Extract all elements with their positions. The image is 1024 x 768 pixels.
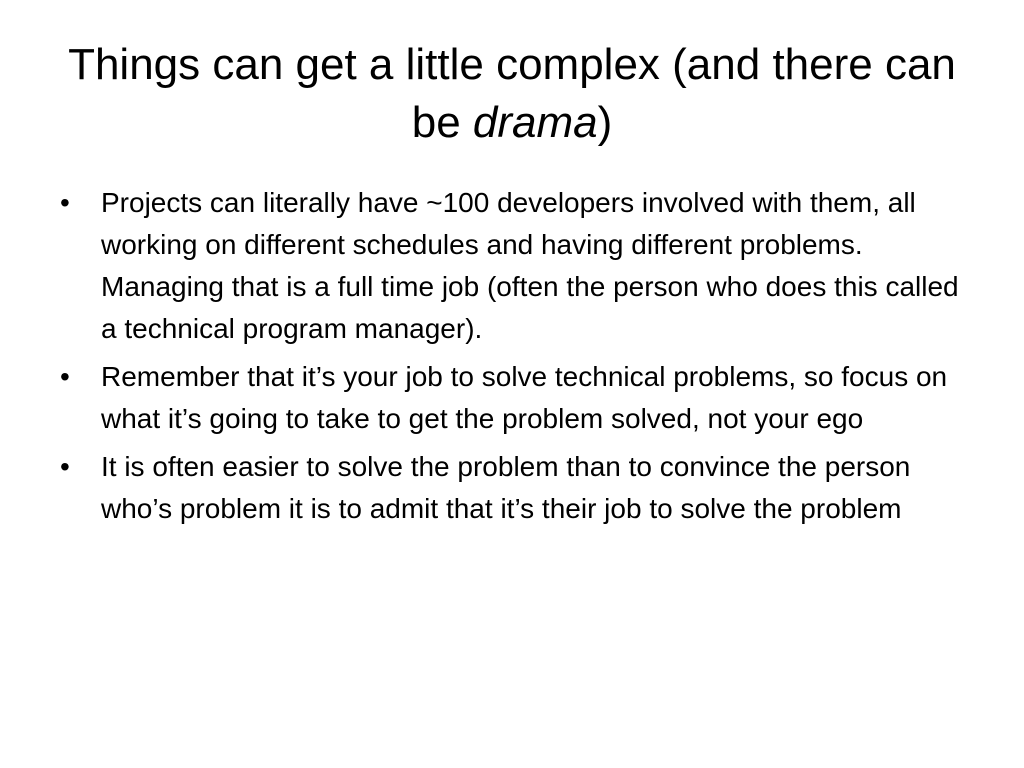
bullet-item — [60, 446, 970, 530]
bullet-item — [60, 356, 970, 440]
slide-title — [60, 36, 964, 152]
bullet-text: Remember that it’s your job to solve technical problems, so focus on what it’s going to take to get the problem solved, not your ego — [101, 361, 948, 434]
slide-title-emphasis: drama — [472, 98, 598, 147]
slide-title-text: Things can get a little complex (and there can be — [68, 40, 956, 147]
bullet-item — [60, 182, 970, 350]
bullet-marker: • — [60, 187, 70, 218]
bullet-marker: • — [60, 361, 70, 392]
bullet-list — [60, 182, 970, 536]
slide-title-close: ) — [597, 98, 613, 147]
bullet-marker: • — [60, 451, 70, 482]
bullet-text: It is often easier to solve the problem than to convince the person who’s problem it is to admit that it’s their job to solve the problem — [101, 451, 911, 524]
bullet-text: Projects can literally have ~100 developers involved with them, all working on different schedules and having different problems. Managing that is a full time job (often the person who does this called a technical program manager). — [101, 187, 959, 344]
